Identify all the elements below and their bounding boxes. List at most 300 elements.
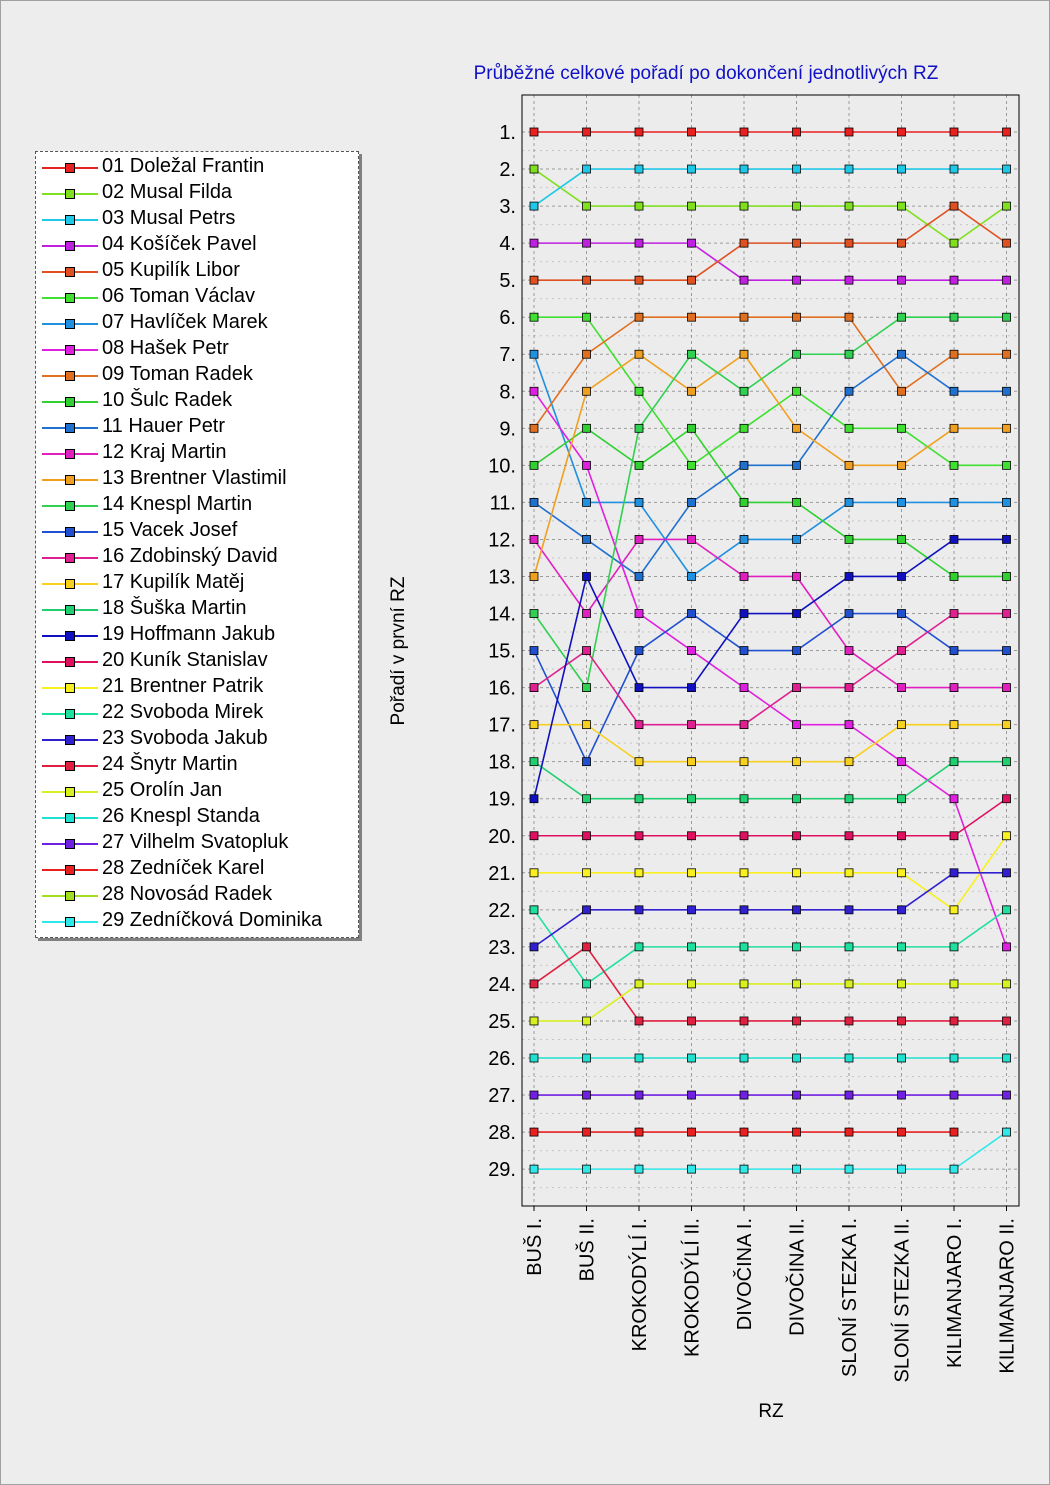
- data-point: [793, 758, 801, 766]
- data-point: [1003, 498, 1011, 506]
- y-tick-label: 22.: [488, 899, 516, 922]
- legend-label: 27 Vilhelm Svatopluk: [102, 831, 289, 853]
- y-tick-label: 1.: [499, 122, 516, 144]
- y-tick-label: 3.: [499, 196, 516, 219]
- data-point: [1003, 647, 1011, 655]
- data-point: [1003, 424, 1011, 432]
- data-point: [793, 1128, 801, 1136]
- data-point: [635, 1165, 643, 1173]
- data-point: [793, 239, 801, 247]
- data-point: [530, 721, 538, 729]
- data-point: [845, 980, 853, 988]
- y-tick-label: 25.: [488, 1010, 516, 1033]
- legend-label: 28 Novosád Radek: [102, 883, 273, 905]
- data-point: [845, 387, 853, 395]
- data-point: [688, 1017, 696, 1025]
- data-point: [688, 1165, 696, 1173]
- data-point: [740, 498, 748, 506]
- data-point: [793, 869, 801, 877]
- data-point: [898, 276, 906, 284]
- data-point: [1003, 461, 1011, 469]
- y-tick-label: 9.: [499, 418, 516, 441]
- data-point: [635, 647, 643, 655]
- data-point: [898, 647, 906, 655]
- data-point: [793, 1165, 801, 1173]
- data-point: [845, 1128, 853, 1136]
- data-point: [845, 202, 853, 210]
- data-point: [635, 1128, 643, 1136]
- data-point: [530, 943, 538, 951]
- data-point: [793, 906, 801, 914]
- data-point: [635, 869, 643, 877]
- data-point: [1003, 202, 1011, 210]
- legend-label: 06 Toman Václav: [102, 285, 256, 307]
- x-tick-label: DIVOČINA I.: [734, 1218, 756, 1331]
- data-point: [530, 684, 538, 692]
- data-point: [635, 684, 643, 692]
- data-point: [950, 1054, 958, 1062]
- data-point: [635, 1054, 643, 1062]
- y-tick-label: 19.: [488, 788, 516, 811]
- data-point: [740, 202, 748, 210]
- data-point: [583, 1165, 591, 1173]
- data-point: [793, 276, 801, 284]
- data-point: [845, 1165, 853, 1173]
- data-point: [950, 313, 958, 321]
- data-point: [530, 535, 538, 543]
- data-point: [635, 387, 643, 395]
- data-point: [583, 1054, 591, 1062]
- data-point: [898, 906, 906, 914]
- data-point: [688, 906, 696, 914]
- x-tick-label: KILIMANJARO II.: [996, 1218, 1019, 1374]
- data-point: [950, 943, 958, 951]
- data-point: [1003, 239, 1011, 247]
- data-point: [740, 461, 748, 469]
- data-point: [793, 1054, 801, 1062]
- y-tick-label: 23.: [488, 936, 516, 959]
- data-point: [530, 832, 538, 840]
- data-point: [1003, 1091, 1011, 1099]
- data-point: [898, 1017, 906, 1025]
- data-point: [845, 498, 853, 506]
- data-point: [635, 424, 643, 432]
- data-point: [583, 758, 591, 766]
- legend-label: 23 Svoboda Jakub: [102, 727, 268, 749]
- data-point: [583, 276, 591, 284]
- legend-label: 25 Orolín Jan: [102, 779, 223, 801]
- data-point: [793, 832, 801, 840]
- legend-label: 08 Hašek Petr: [102, 337, 229, 359]
- data-point: [1003, 128, 1011, 136]
- data-point: [1003, 387, 1011, 395]
- data-point: [740, 1091, 748, 1099]
- x-tick-label: KILIMANJARO I.: [944, 1218, 966, 1369]
- data-point: [530, 128, 538, 136]
- legend-label: 01 Doležal Frantin: [102, 155, 265, 177]
- data-point: [845, 165, 853, 173]
- data-point: [530, 980, 538, 988]
- data-point: [1003, 1128, 1011, 1136]
- data-point: [1003, 795, 1011, 803]
- y-tick-label: 27.: [488, 1085, 516, 1108]
- data-point: [793, 684, 801, 692]
- data-point: [793, 572, 801, 580]
- data-point: [950, 906, 958, 914]
- legend-label: 14 Knespl Martin: [102, 493, 253, 515]
- data-point: [740, 647, 748, 655]
- data-point: [845, 572, 853, 580]
- data-point: [898, 239, 906, 247]
- data-point: [635, 572, 643, 580]
- data-point: [740, 572, 748, 580]
- legend-label: 20 Kuník Stanislav: [102, 649, 268, 671]
- data-point: [898, 350, 906, 358]
- data-point: [740, 795, 748, 803]
- data-point: [950, 795, 958, 803]
- data-point: [635, 128, 643, 136]
- data-point: [950, 610, 958, 618]
- data-point: [793, 461, 801, 469]
- data-point: [740, 1128, 748, 1136]
- data-point: [793, 165, 801, 173]
- legend-label: 07 Havlíček Marek: [102, 311, 268, 333]
- data-point: [583, 869, 591, 877]
- data-point: [898, 610, 906, 618]
- y-tick-label: 6.: [499, 307, 516, 330]
- data-point: [688, 350, 696, 358]
- data-point: [530, 276, 538, 284]
- data-point: [583, 610, 591, 618]
- y-tick-label: 13.: [488, 566, 516, 589]
- data-point: [793, 387, 801, 395]
- data-point: [530, 424, 538, 432]
- x-tick-label: KROKODÝLÍ II.: [681, 1218, 704, 1357]
- data-point: [583, 832, 591, 840]
- data-point: [583, 980, 591, 988]
- y-tick-label: 5.: [499, 270, 516, 293]
- data-point: [583, 313, 591, 321]
- data-point: [950, 1128, 958, 1136]
- data-point: [688, 1054, 696, 1062]
- data-point: [845, 906, 853, 914]
- data-point: [845, 721, 853, 729]
- legend-label: 15 Vacek Josef: [102, 519, 238, 541]
- x-tick-label: SLONÍ STEZKA I.: [839, 1218, 861, 1377]
- data-point: [1003, 832, 1011, 840]
- data-point: [898, 943, 906, 951]
- data-point: [583, 647, 591, 655]
- data-point: [1003, 610, 1011, 618]
- data-point: [688, 387, 696, 395]
- data-point: [793, 424, 801, 432]
- y-tick-label: 17.: [488, 714, 516, 737]
- data-point: [635, 239, 643, 247]
- data-point: [898, 313, 906, 321]
- data-point: [688, 572, 696, 580]
- data-point: [793, 795, 801, 803]
- data-point: [950, 202, 958, 210]
- data-point: [898, 424, 906, 432]
- data-point: [583, 795, 591, 803]
- data-point: [793, 313, 801, 321]
- data-point: [898, 758, 906, 766]
- data-point: [740, 276, 748, 284]
- data-point: [635, 721, 643, 729]
- data-point: [950, 980, 958, 988]
- y-axis-label: Pořadí v první RZ: [388, 576, 409, 726]
- data-point: [740, 313, 748, 321]
- data-point: [950, 165, 958, 173]
- data-point: [688, 165, 696, 173]
- legend-label: 21 Brentner Patrik: [102, 675, 264, 697]
- data-point: [950, 647, 958, 655]
- data-point: [530, 387, 538, 395]
- data-point: [898, 869, 906, 877]
- data-point: [740, 387, 748, 395]
- y-tick-label: 14.: [488, 603, 516, 626]
- x-tick-label: KROKODÝLÍ I.: [629, 1218, 651, 1352]
- legend-label: 02 Musal Filda: [102, 181, 233, 203]
- data-point: [950, 387, 958, 395]
- data-point: [950, 424, 958, 432]
- data-point: [635, 906, 643, 914]
- data-point: [1003, 721, 1011, 729]
- data-point: [635, 1091, 643, 1099]
- data-point: [793, 943, 801, 951]
- data-point: [950, 572, 958, 580]
- data-point: [635, 535, 643, 543]
- data-point: [583, 906, 591, 914]
- data-point: [898, 498, 906, 506]
- legend-label: 12 Kraj Martin: [102, 441, 227, 463]
- legend-label: 24 Šnytr Martin: [102, 753, 238, 775]
- data-point: [740, 980, 748, 988]
- data-point: [688, 869, 696, 877]
- data-point: [793, 128, 801, 136]
- data-point: [793, 1017, 801, 1025]
- data-point: [530, 1054, 538, 1062]
- data-point: [688, 202, 696, 210]
- data-point: [635, 610, 643, 618]
- data-point: [583, 943, 591, 951]
- data-point: [950, 276, 958, 284]
- data-point: [635, 165, 643, 173]
- data-point: [530, 758, 538, 766]
- data-point: [950, 535, 958, 543]
- data-point: [530, 906, 538, 914]
- y-tick-label: 15.: [488, 640, 516, 663]
- data-point: [898, 1128, 906, 1136]
- data-point: [1003, 350, 1011, 358]
- data-point: [583, 202, 591, 210]
- y-tick-label: 20.: [488, 825, 516, 848]
- data-point: [635, 350, 643, 358]
- data-point: [950, 1165, 958, 1173]
- legend-label: 13 Brentner Vlastimil: [102, 467, 287, 489]
- data-point: [845, 350, 853, 358]
- data-point: [688, 795, 696, 803]
- data-point: [740, 869, 748, 877]
- data-point: [688, 610, 696, 618]
- data-point: [898, 721, 906, 729]
- data-point: [583, 498, 591, 506]
- data-point: [688, 313, 696, 321]
- legend-label: 11 Hauer Petr: [102, 415, 226, 437]
- legend-label: 18 Šuška Martin: [102, 597, 247, 619]
- data-point: [635, 1017, 643, 1025]
- y-tick-label: 28.: [488, 1122, 516, 1145]
- data-point: [1003, 943, 1011, 951]
- data-point: [845, 1091, 853, 1099]
- x-tick-label: BUŠ II.: [576, 1218, 599, 1282]
- data-point: [740, 832, 748, 840]
- data-point: [950, 721, 958, 729]
- data-point: [1003, 1054, 1011, 1062]
- data-point: [740, 758, 748, 766]
- data-point: [688, 276, 696, 284]
- data-point: [583, 424, 591, 432]
- data-point: [583, 572, 591, 580]
- data-point: [583, 387, 591, 395]
- data-point: [793, 1091, 801, 1099]
- data-point: [583, 684, 591, 692]
- y-tick-label: 10.: [488, 455, 516, 478]
- legend-label: 05 Kupilík Libor: [102, 259, 240, 281]
- data-point: [688, 980, 696, 988]
- data-point: [583, 535, 591, 543]
- data-point: [635, 313, 643, 321]
- data-point: [530, 498, 538, 506]
- data-point: [583, 165, 591, 173]
- data-point: [740, 906, 748, 914]
- y-tick-label: 12.: [488, 529, 516, 552]
- data-point: [845, 276, 853, 284]
- data-point: [1003, 1017, 1011, 1025]
- data-point: [1003, 758, 1011, 766]
- data-point: [845, 869, 853, 877]
- y-tick-label: 8.: [499, 381, 516, 404]
- legend-label: 03 Musal Petrs: [102, 207, 236, 229]
- data-point: [793, 980, 801, 988]
- data-point: [793, 721, 801, 729]
- data-point: [845, 943, 853, 951]
- data-point: [688, 128, 696, 136]
- data-point: [898, 461, 906, 469]
- data-point: [530, 610, 538, 618]
- legend-label: 19 Hoffmann Jakub: [102, 623, 276, 645]
- legend-label: 16 Zdobinský David: [102, 545, 278, 567]
- data-point: [898, 165, 906, 173]
- data-point: [530, 869, 538, 877]
- data-point: [583, 1128, 591, 1136]
- data-point: [845, 128, 853, 136]
- chart-title: Průběžné celkové pořadí po dokončení jednotlivých RZ: [473, 63, 939, 84]
- data-point: [950, 758, 958, 766]
- data-point: [845, 313, 853, 321]
- data-point: [845, 795, 853, 803]
- data-point: [845, 610, 853, 618]
- data-point: [898, 832, 906, 840]
- data-point: [688, 684, 696, 692]
- data-point: [635, 943, 643, 951]
- data-point: [845, 239, 853, 247]
- data-point: [530, 1091, 538, 1099]
- data-point: [898, 572, 906, 580]
- data-point: [583, 721, 591, 729]
- data-point: [1003, 980, 1011, 988]
- data-point: [530, 313, 538, 321]
- data-point: [740, 1054, 748, 1062]
- data-point: [688, 832, 696, 840]
- y-tick-label: 16.: [488, 677, 516, 700]
- data-point: [530, 461, 538, 469]
- data-point: [1003, 906, 1011, 914]
- legend-label: 22 Svoboda Mirek: [102, 701, 264, 723]
- data-point: [688, 721, 696, 729]
- legend-label: 28 Zedníček Karel: [102, 857, 265, 879]
- data-point: [635, 498, 643, 506]
- data-point: [688, 647, 696, 655]
- x-tick-label: DIVOČINA II.: [786, 1218, 809, 1336]
- data-point: [688, 498, 696, 506]
- legend-label: 10 Šulc Radek: [102, 389, 233, 411]
- data-point: [688, 239, 696, 247]
- data-point: [740, 610, 748, 618]
- data-point: [740, 350, 748, 358]
- x-tick-label: SLONÍ STEZKA II.: [891, 1218, 914, 1383]
- data-point: [635, 461, 643, 469]
- data-point: [635, 795, 643, 803]
- data-point: [845, 461, 853, 469]
- data-point: [740, 721, 748, 729]
- data-point: [1003, 313, 1011, 321]
- data-point: [950, 869, 958, 877]
- data-point: [688, 758, 696, 766]
- data-point: [845, 424, 853, 432]
- data-point: [530, 165, 538, 173]
- data-point: [898, 387, 906, 395]
- y-tick-label: 4.: [499, 233, 516, 256]
- data-point: [898, 128, 906, 136]
- y-tick-label: 18.: [488, 751, 516, 774]
- data-point: [740, 424, 748, 432]
- data-point: [740, 943, 748, 951]
- data-point: [898, 202, 906, 210]
- legend-label: 29 Zedníčková Dominika: [102, 909, 323, 931]
- data-point: [898, 1165, 906, 1173]
- data-point: [1003, 869, 1011, 877]
- data-point: [793, 535, 801, 543]
- data-point: [950, 1091, 958, 1099]
- data-point: [688, 535, 696, 543]
- data-point: [740, 239, 748, 247]
- plot-area: [1, 1, 1049, 1484]
- x-tick-label: BUŠ I.: [524, 1218, 546, 1276]
- data-point: [740, 1165, 748, 1173]
- data-point: [898, 980, 906, 988]
- y-tick-label: 26.: [488, 1048, 516, 1070]
- data-point: [688, 943, 696, 951]
- data-point: [635, 980, 643, 988]
- data-point: [950, 1017, 958, 1025]
- data-point: [1003, 276, 1011, 284]
- data-point: [950, 128, 958, 136]
- data-point: [530, 795, 538, 803]
- data-point: [898, 535, 906, 543]
- data-point: [950, 461, 958, 469]
- data-point: [688, 1128, 696, 1136]
